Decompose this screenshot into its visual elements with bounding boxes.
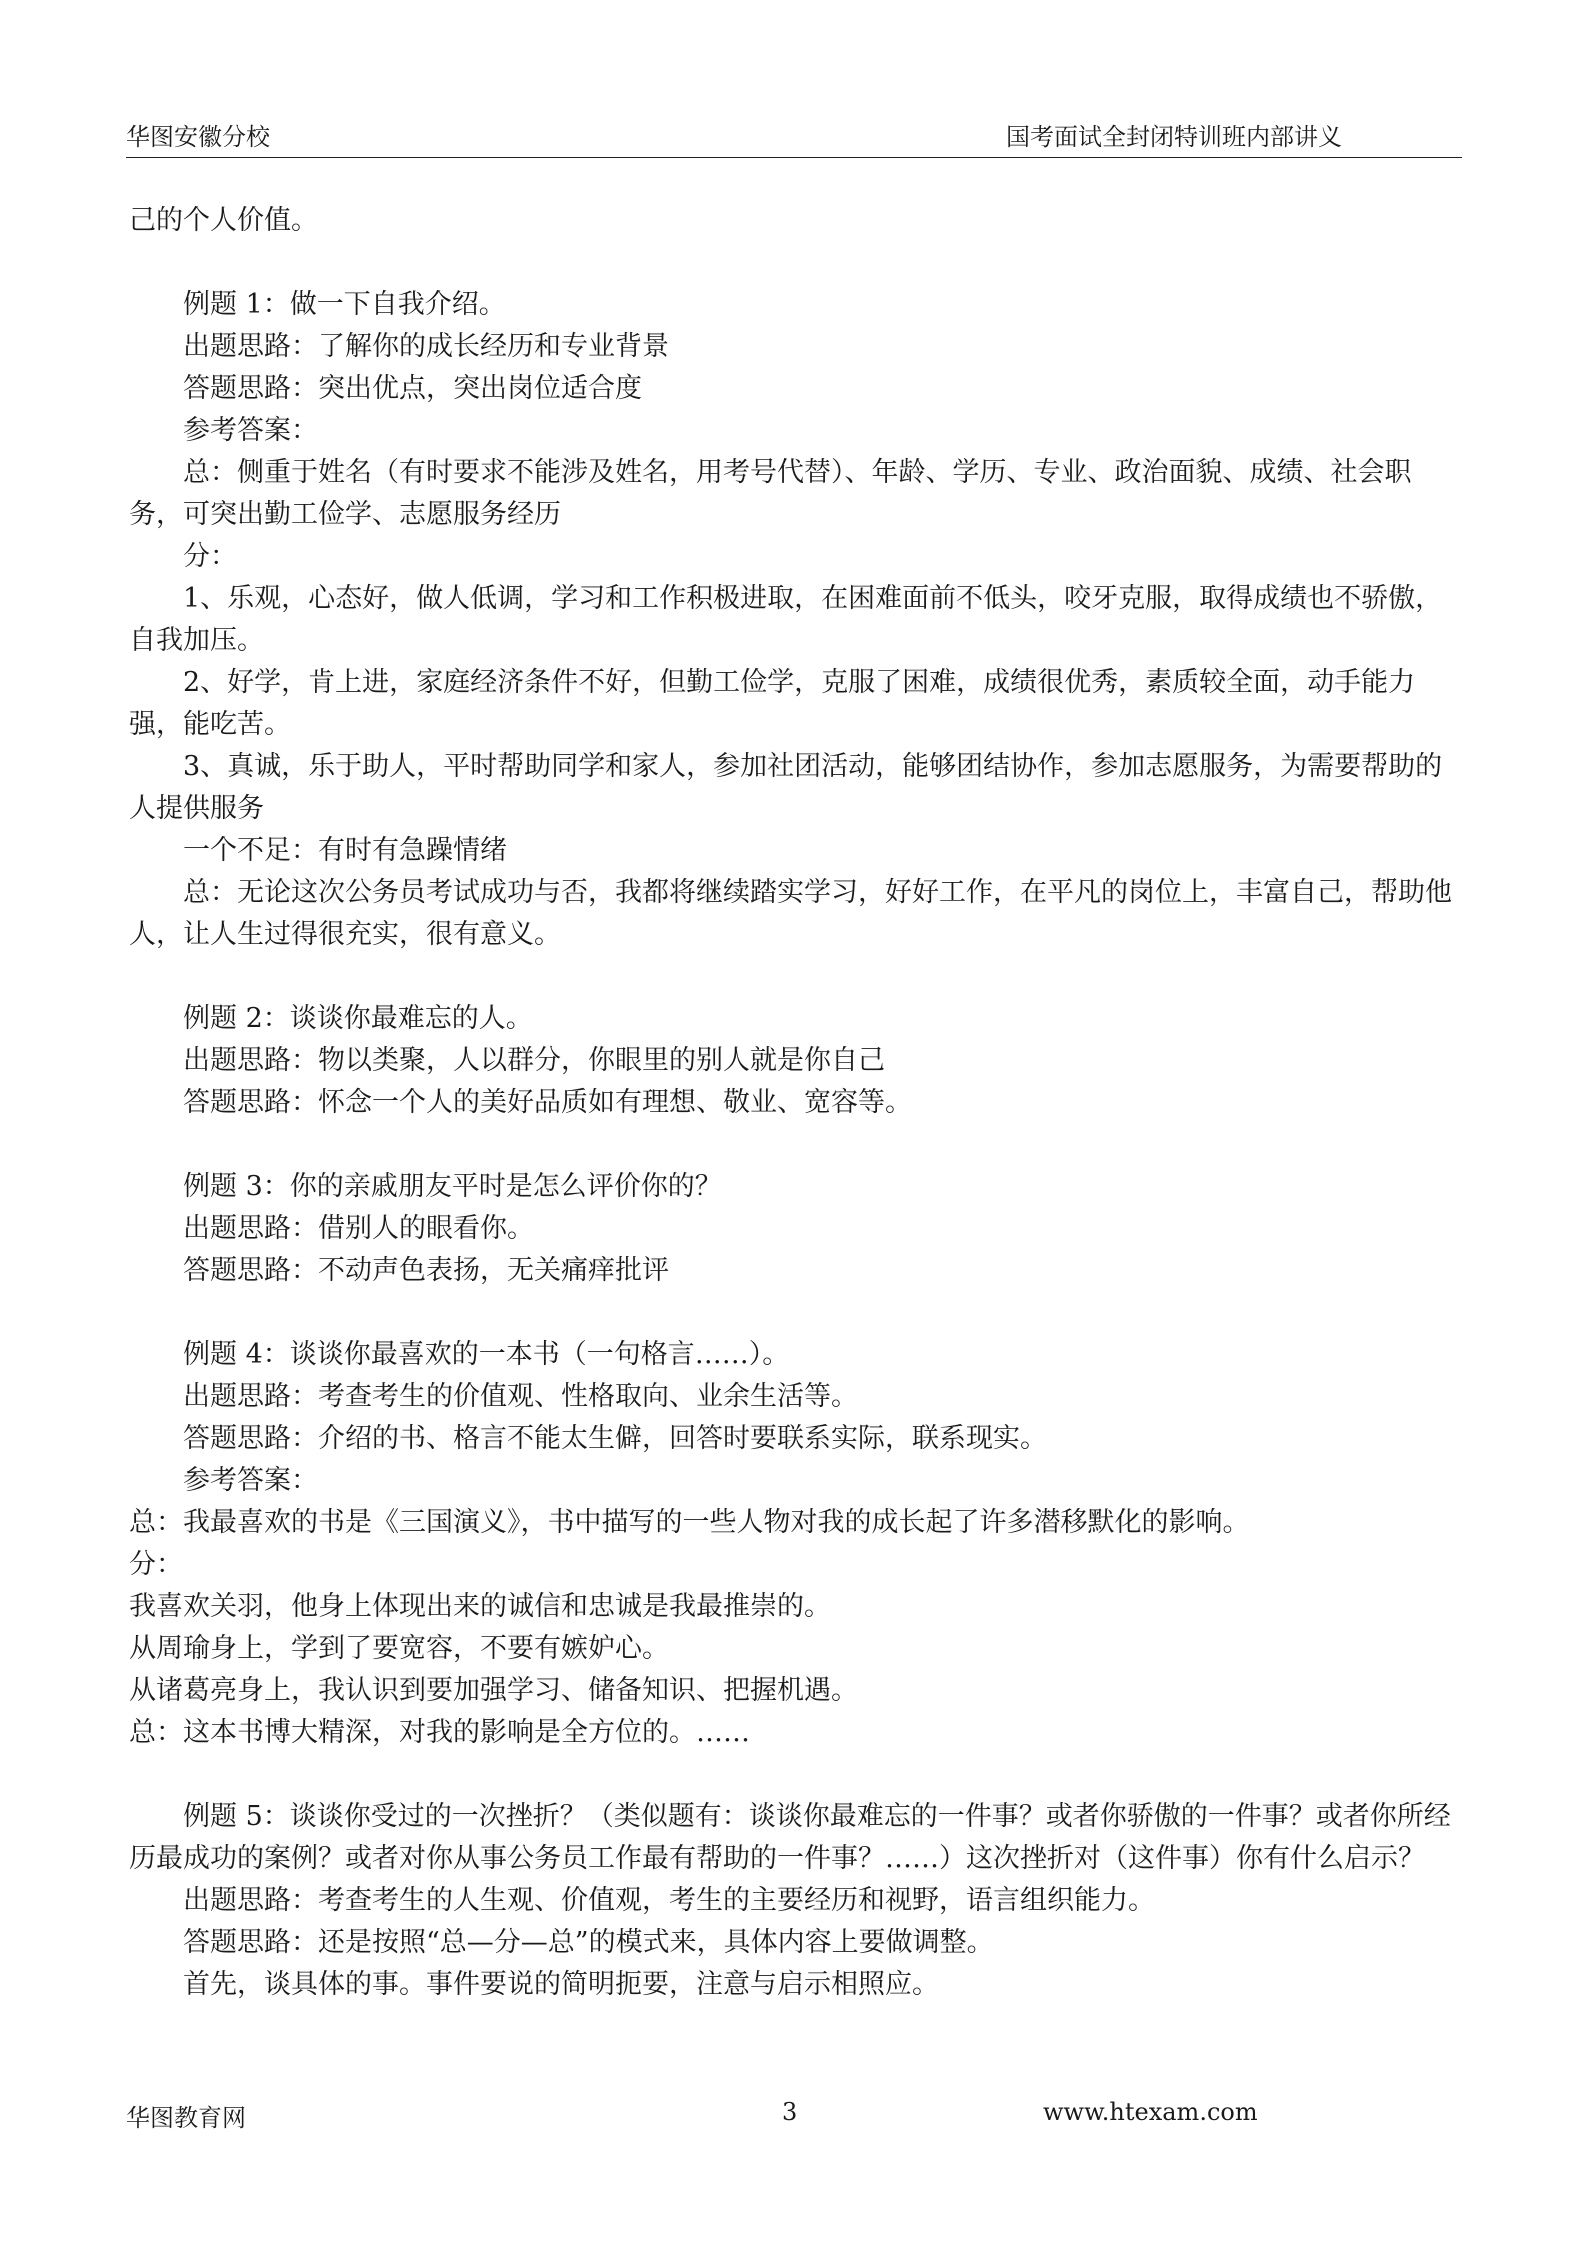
- paragraph: 出题思路：了解你的成长经历和专业背景: [183, 331, 669, 362]
- document-body: [129, 200, 1457, 2006]
- question-2-title: 例题 2：谈谈你最难忘的人。: [183, 1003, 533, 1034]
- question-1-title: 例题 1：做一下自我介绍。: [183, 289, 506, 320]
- paragraph: 总：无论这次公务员考试成功与否，我都将继续踏实学习，好好工作，在平凡的岗位上，丰富自己，帮助他人，让人生过得很充实，很有意义。: [129, 877, 1452, 950]
- question-5-title: 例题 5：谈谈你受过的一次挫折？（类似题有：谈谈你最难忘的一件事？或者你骄傲的一件事？或者你所经历最成功的案例？或者对你从事公务员工作最有帮助的一件事？……）这次挫折对（这件事）你有什么启示？: [129, 1801, 1451, 1874]
- paragraph: 总：这本书博大精深，对我的影响是全方位的。……: [129, 1717, 750, 1748]
- paragraph: 一个不足：有时有急躁情绪: [183, 835, 507, 866]
- paragraph: 参考答案：: [183, 1465, 318, 1496]
- paragraph: 出题思路：借别人的眼看你。: [183, 1213, 534, 1244]
- paragraph: 分：: [129, 1549, 183, 1580]
- paragraph: 1、乐观，心态好，做人低调，学习和工作积极进取，在困难面前不低头，咬牙克服，取得成绩也不骄傲，自我加压。: [129, 583, 1443, 656]
- question-3-title: 例题 3：你的亲戚朋友平时是怎么评价你的？: [183, 1171, 722, 1202]
- header-rule: [126, 157, 1462, 158]
- paragraph: 答题思路：介绍的书、格言不能太生僻，回答时要联系实际，联系现实。: [183, 1423, 1047, 1454]
- paragraph: 答题思路：不动声色表扬，无关痛痒批评: [183, 1255, 669, 1286]
- paragraph: 从周瑜身上，学到了要宽容，不要有嫉妒心。: [129, 1633, 669, 1664]
- paragraph: 总：侧重于姓名（有时要求不能涉及姓名，用考号代替）、年龄、学历、专业、政治面貌、成绩、社会职务，可突出勤工俭学、志愿服务经历: [129, 457, 1412, 530]
- paragraph: 总：我最喜欢的书是《三国演义》，书中描写的一些人物对我的成长起了许多潜移默化的影响。: [129, 1507, 1250, 1538]
- paragraph: 2、好学，肯上进，家庭经济条件不好，但勤工俭学，克服了困难，成绩很优秀，素质较全面，动手能力强，能吃苦。: [129, 667, 1416, 740]
- page-footer: [0, 2098, 1594, 2132]
- page-header: [126, 116, 1462, 152]
- paragraph: 答题思路：怀念一个人的美好品质如有理想、敬业、宽容等。: [183, 1087, 912, 1118]
- paragraph: 首先，谈具体的事。事件要说的简明扼要，注意与启示相照应。: [183, 1969, 939, 2000]
- paragraph: 出题思路：考查考生的人生观、价值观，考生的主要经历和视野，语言组织能力。: [183, 1885, 1155, 1916]
- page-number: 3: [782, 2098, 798, 2126]
- header-right-text: 国考面试全封闭特训班内部讲义: [1006, 123, 1342, 151]
- question-4-title: 例题 4：谈谈你最喜欢的一本书（一句格言……）。: [183, 1339, 790, 1370]
- paragraph: 我喜欢关羽，他身上体现出来的诚信和忠诚是我最推崇的。: [129, 1591, 831, 1622]
- paragraph: 参考答案：: [183, 415, 318, 446]
- paragraph: 3、真诚，乐于助人，平时帮助同学和家人，参加社团活动，能够团结协作，参加志愿服务，为需要帮助的人提供服务: [129, 751, 1443, 824]
- paragraph: 出题思路：物以类聚，人以群分，你眼里的别人就是你自己: [183, 1045, 885, 1076]
- paragraph: 己的个人价值。: [129, 205, 318, 236]
- paragraph: 分：: [183, 541, 237, 572]
- paragraph: 答题思路：还是按照“总—分—总”的模式来，具体内容上要做调整。: [183, 1927, 994, 1958]
- footer-left-text: 华图教育网: [126, 2104, 246, 2132]
- header-left-text: 华图安徽分校: [126, 123, 270, 151]
- paragraph: 从诸葛亮身上，我认识到要加强学习、储备知识、把握机遇。: [129, 1675, 858, 1706]
- footer-website-link[interactable]: www.htexam.com: [1043, 2098, 1258, 2126]
- paragraph: 答题思路：突出优点，突出岗位适合度: [183, 373, 642, 404]
- paragraph: 出题思路：考查考生的价值观、性格取向、业余生活等。: [183, 1381, 858, 1412]
